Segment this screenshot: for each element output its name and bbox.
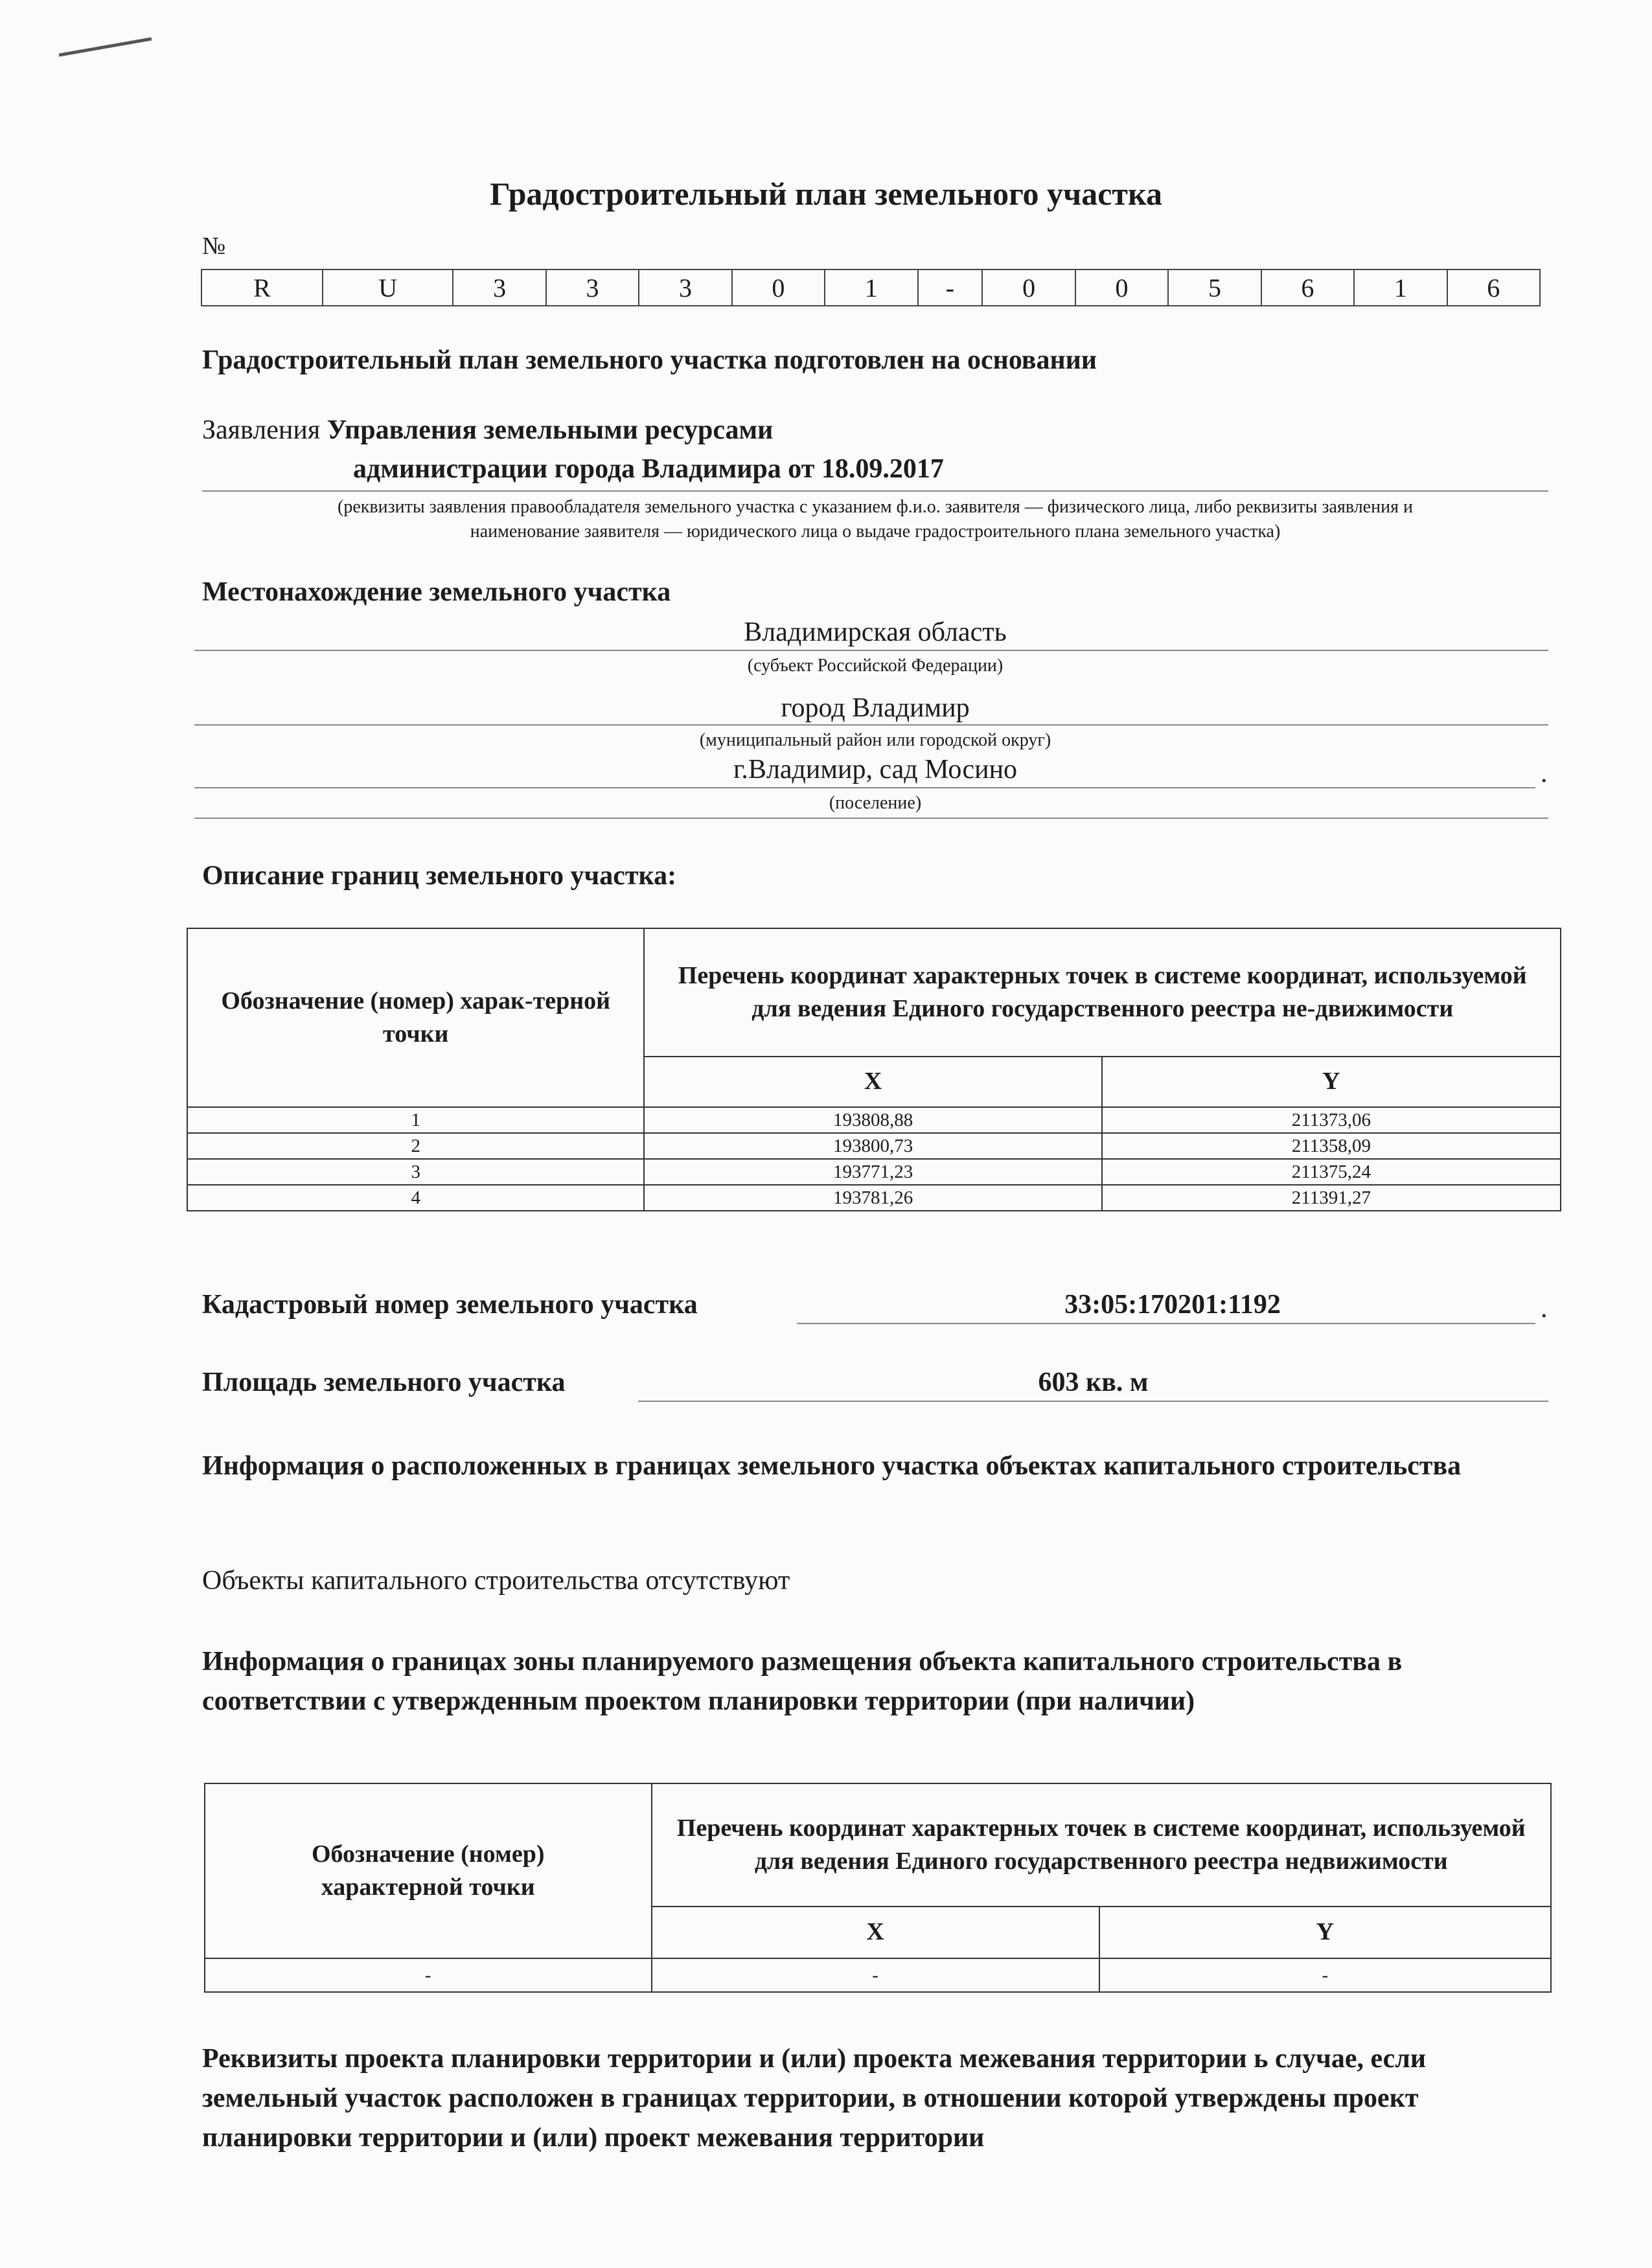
- plan-number-cell: 6: [1447, 269, 1540, 306]
- basis-applicant: Управления земельными ресурсами: [327, 415, 774, 445]
- plan-number-cell: 3: [546, 269, 639, 306]
- basis-line1: [202, 415, 773, 446]
- planned-col-list: Перечень координат характерных точек в системе координат, используемой для ведения Единого государственного реестра недвижимости: [652, 1783, 1552, 1907]
- planned-zone-table: [204, 1783, 1552, 1993]
- point-number-cell: 3: [187, 1159, 644, 1185]
- y-coordinate-cell: 211391,27: [1102, 1185, 1561, 1211]
- plan-number-cell: 0: [982, 269, 1075, 306]
- planned-header-row: [205, 1783, 1551, 1907]
- point-number-cell: 4: [187, 1185, 644, 1211]
- basis-applicant-line2: администрации города Владимира от 18.09.2017: [353, 454, 944, 484]
- location-settlement-caption: (поселение): [829, 793, 922, 813]
- planned-col-y: Y: [1099, 1907, 1551, 1958]
- capital-objects-text: Объекты капитального строительства отсутствуют: [202, 1566, 790, 1596]
- point-number-cell: 2: [187, 1133, 644, 1159]
- boundaries-col-y: Y: [1102, 1057, 1561, 1107]
- table-row: [187, 1133, 1561, 1159]
- planned-body: [205, 1958, 1551, 1992]
- plan-number-cell: -: [918, 269, 983, 306]
- scan-mark: [59, 37, 152, 56]
- plan-number-cell: 1: [1354, 269, 1447, 306]
- location-settlement: г.Владимир, сад Мосино: [733, 755, 1018, 785]
- location-district: город Владимир: [781, 693, 970, 723]
- plan-number-cell: U: [323, 269, 453, 306]
- table-row: [187, 1107, 1561, 1133]
- x-coordinate-cell: 193781,26: [644, 1185, 1101, 1211]
- basis-rule: [202, 490, 1548, 492]
- basis-caption-line2: наименование заявителя — юридического лица о выдаче градостроительного плана земельного участка): [470, 521, 1281, 542]
- area-rule: [638, 1401, 1548, 1402]
- document-title: Градостроительный план земельного участка: [489, 176, 1163, 212]
- plan-number-cell: 3: [639, 269, 731, 306]
- project-details-heading: Реквизиты проекта планировки территории и (или) проекта межевания территории ь случае, если земельный участок расположен в границах территории, в отношении которой утверждены проект планировки территории и (или) проект межевания территории: [202, 2044, 1427, 2153]
- boundaries-table: [187, 928, 1561, 1211]
- table-row: [187, 1185, 1561, 1211]
- basis-prefix: Заявления: [202, 415, 321, 445]
- boundaries-col-x: X: [644, 1057, 1101, 1107]
- location-district-caption: (муниципальный район или городской округ): [699, 730, 1051, 750]
- planned-col-point: Обозначение (номер) характерной точки: [205, 1783, 652, 1958]
- plan-number-cell: 0: [1075, 269, 1168, 306]
- cadastral-rule: [797, 1323, 1535, 1324]
- location-trailing-dot: .: [1541, 759, 1548, 788]
- planned-zone-heading: Информация о границах зоны планируемого размещения объекта капитального строительства в соответствии с утвержденным проектом планировки территории (при наличии): [202, 1647, 1403, 1716]
- location-settlement-rule: [194, 787, 1535, 788]
- plan-number-row: [201, 269, 1540, 306]
- x-coordinate-cell: -: [652, 1958, 1099, 1992]
- plan-number-cell: R: [201, 269, 323, 306]
- area-value: 603 кв. м: [1038, 1368, 1149, 1397]
- location-district-rule: [194, 724, 1548, 726]
- x-coordinate-cell: 193800,73: [644, 1133, 1101, 1159]
- x-coordinate-cell: 193771,23: [644, 1159, 1101, 1185]
- x-coordinate-cell: 193808,88: [644, 1107, 1101, 1133]
- basis-caption: [202, 495, 1548, 544]
- number-sign: №: [202, 233, 226, 260]
- basis-caption-line1: (реквизиты заявления правообладателя земельного участка с указанием ф.и.о. заявителя — физического лица, либо реквизиты заявления и: [338, 497, 1413, 517]
- plan-number-cell: 3: [453, 269, 545, 306]
- planned-col-x: X: [652, 1907, 1099, 1958]
- boundaries-header-row: [187, 928, 1561, 1057]
- capital-objects-heading: Информация о расположенных в границах земельного участка объектах капитального строительства: [202, 1451, 1462, 1481]
- plan-number-grid: [201, 269, 1541, 306]
- cadastral-value: 33:05:170201:1192: [1064, 1290, 1281, 1320]
- location-subject: Владимирская область: [744, 617, 1007, 647]
- point-number-cell: -: [205, 1958, 652, 1992]
- boundaries-heading: Описание границ земельного участка:: [202, 861, 677, 891]
- table-row: [205, 1958, 1551, 1992]
- cadastral-label: Кадастровый номер земельного участка: [202, 1290, 698, 1320]
- boundaries-col-point: Обозначение (номер) харак-терной точки: [187, 928, 644, 1107]
- plan-number-cell: 6: [1261, 269, 1354, 306]
- boundaries-col-list: Перечень координат характерных точек в системе координат, используемой для ведения Единого государственного реестра не-движимости: [644, 928, 1561, 1057]
- area-label: Площадь земельного участка: [202, 1368, 566, 1397]
- boundaries-body: [187, 1107, 1561, 1211]
- point-number-cell: 1: [187, 1107, 644, 1133]
- cadastral-trailing-dot: .: [1541, 1294, 1548, 1323]
- y-coordinate-cell: 211375,24: [1102, 1159, 1561, 1185]
- y-coordinate-cell: -: [1099, 1958, 1551, 1992]
- location-heading: Местонахождение земельного участка: [202, 577, 671, 607]
- table-row: [187, 1159, 1561, 1185]
- basis-heading: Градостроительный план земельного участка подготовлен на основании: [202, 345, 1097, 375]
- y-coordinate-cell: 211373,06: [1102, 1107, 1561, 1133]
- y-coordinate-cell: 211358,09: [1102, 1133, 1561, 1159]
- plan-number-cell: 5: [1168, 269, 1261, 306]
- plan-number-cell: 0: [732, 269, 825, 306]
- location-bottom-rule: [194, 818, 1548, 819]
- location-subject-caption: (субъект Российской Федерации): [747, 656, 1004, 676]
- location-subject-rule: [194, 650, 1548, 651]
- plan-number-cell: 1: [825, 269, 917, 306]
